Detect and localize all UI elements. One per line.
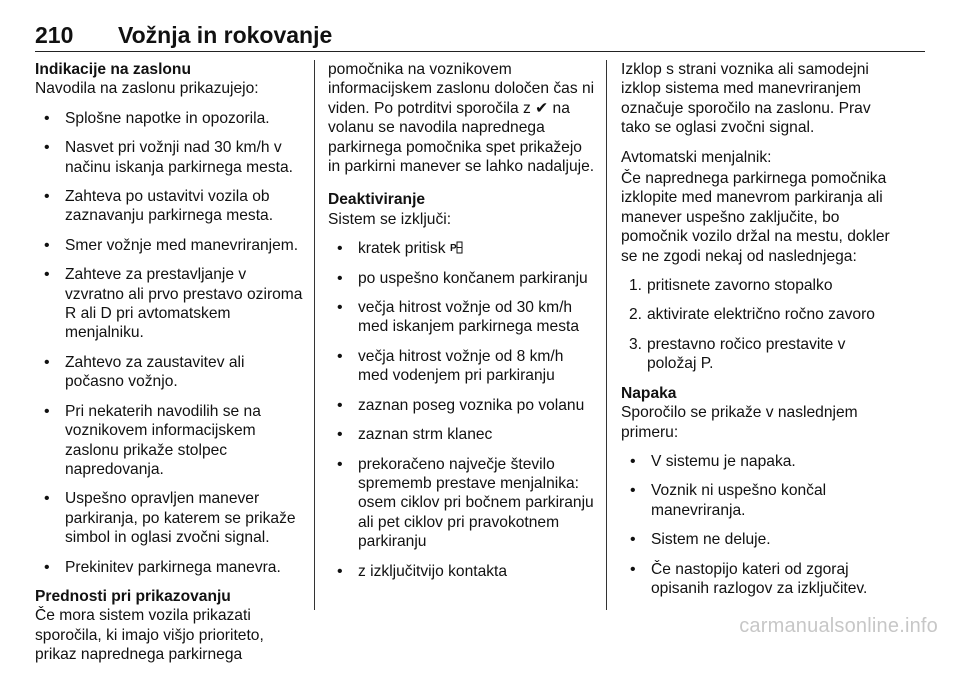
list-item: • Zahtevo za zaustavitev ali počasno vožnjo. [35, 353, 305, 392]
page-header [35, 22, 925, 50]
numbered-list [621, 276, 891, 374]
paragraph: Sporočilo se prikaže v naslednjem primeru: [621, 404, 858, 441]
list-item: • Nasvet pri vožnji nad 30 km/h v načinu iskanja parkirnega mesta. [35, 138, 305, 177]
paragraph: pomočnika na voznikovem informacijskem zaslonu določen čas ni viden. Po potrditvi sporočila z ✔ na volanu se navodila naprednega parkirnega pomočnika spet prikažejo in parkirni manever se lahko nadaljuje. [328, 61, 595, 176]
watermark: carmanualsonline.info [739, 615, 938, 637]
paragraph: Če mora sistem vozila prikazati sporočila, ki imajo višjo prioriteto, prikaz naprednega parkirnega [35, 607, 264, 664]
paragraph: Če naprednega parkirnega pomočnika izklopite med manevrom parkiranja ali manever uspešno zaključite, bo pomočnik vozilo držal na mestu, dokler se ne zgodi nekaj od naslednjega: [621, 170, 890, 265]
list-item: • Pri nekaterih navodilih se na voznikovem informacijskem zaslonu prikaže stolpec napredovanja. [35, 402, 305, 480]
list-item: • Zahteva po ustavitvi vozila ob zaznavanju parkirnega mesta. [35, 187, 305, 226]
list-item: • Če nastopijo kateri od zgoraj opisanih razlogov za izključitev. [621, 560, 891, 599]
list-item [621, 276, 891, 295]
bullet-list [35, 109, 305, 577]
list-item: • Voznik ni uspešno končal manevriranja. [621, 481, 891, 520]
svg-text:P: P [449, 243, 457, 255]
page-number: 210 [35, 22, 74, 48]
list-item: • prekoračeno največje število sprememb prestave menjalnika: osem ciklov pri bočnem parkiranju ali pet ciklov pri pravokotnem parkiranju [328, 455, 598, 552]
section-heading: Indikacije na zaslonu [35, 61, 191, 78]
list-item: • Prekinitev parkirnega manevra. [35, 558, 305, 577]
column-2 [328, 60, 598, 591]
section-heading: Deaktiviranje [328, 191, 426, 209]
paragraph: Navodila na zaslonu prikazujejo: [35, 80, 259, 98]
column-divider [606, 60, 607, 610]
step-number: 3. [629, 335, 643, 353]
section-heading: Prednosti pri prikazovanju [35, 587, 231, 605]
header-rule [35, 51, 925, 52]
bullet-list [621, 452, 891, 598]
list-item: • Uspešno opravljen manever parkiranja, po katerem se prikaže simbol in oglasi zvočni signal. [35, 489, 305, 547]
list-item: • Smer vožnje med manevriranjem. [35, 236, 305, 255]
list-item [621, 305, 891, 324]
parking-assist-icon [450, 240, 463, 257]
list-item [621, 335, 891, 374]
paragraph: Izklop s strani voznika ali samodejni izklop sistema med manevriranjem označuje sporočilo na zaslonu. Prav tako se oglasi zvočni signal. [621, 61, 871, 137]
list-item: • V sistemu je napaka. [621, 452, 891, 471]
chapter-title: Vožnja in rokovanje [118, 22, 333, 48]
list-item: • po uspešno končanem parkiranju [328, 269, 598, 288]
step-number: 2. [629, 306, 643, 324]
step-text: pritisnete zavorno stopalko [647, 277, 833, 295]
column-3 [621, 60, 891, 608]
paragraph: Avtomatski menjalnik: [621, 148, 772, 166]
list-item [328, 239, 598, 258]
bullet-list [328, 239, 598, 581]
list-item-text: kratek pritisk [358, 240, 446, 258]
step-number: 1. [629, 277, 643, 295]
paragraph: Sistem se izključi: [328, 210, 452, 228]
section-heading: Napaka [621, 384, 677, 402]
list-item: • zaznan poseg voznika po volanu [328, 396, 598, 415]
list-item: • Sistem ne deluje. [621, 530, 891, 549]
list-item: • večja hitrost vožnje od 8 km/h med vodenjem pri parkiranju [328, 347, 598, 386]
list-item: • z izključitvijo kontakta [328, 562, 598, 581]
list-item: • večja hitrost vožnje od 30 km/h med iskanjem parkirnega mesta [328, 298, 598, 337]
step-text: aktivirate električno ročno zavoro [647, 306, 875, 324]
column-divider [314, 60, 315, 610]
column-1 [35, 60, 305, 675]
list-item: • zaznan strm klanec [328, 425, 598, 444]
list-item: • Zahteve za prestavljanje v vzvratno ali prvo prestavo oziroma R ali D pri avtomatskem menjalniku. [35, 265, 305, 343]
list-item: • Splošne napotke in opozorila. [35, 109, 305, 128]
step-text: prestavno ročico prestavite v položaj P. [647, 335, 846, 373]
